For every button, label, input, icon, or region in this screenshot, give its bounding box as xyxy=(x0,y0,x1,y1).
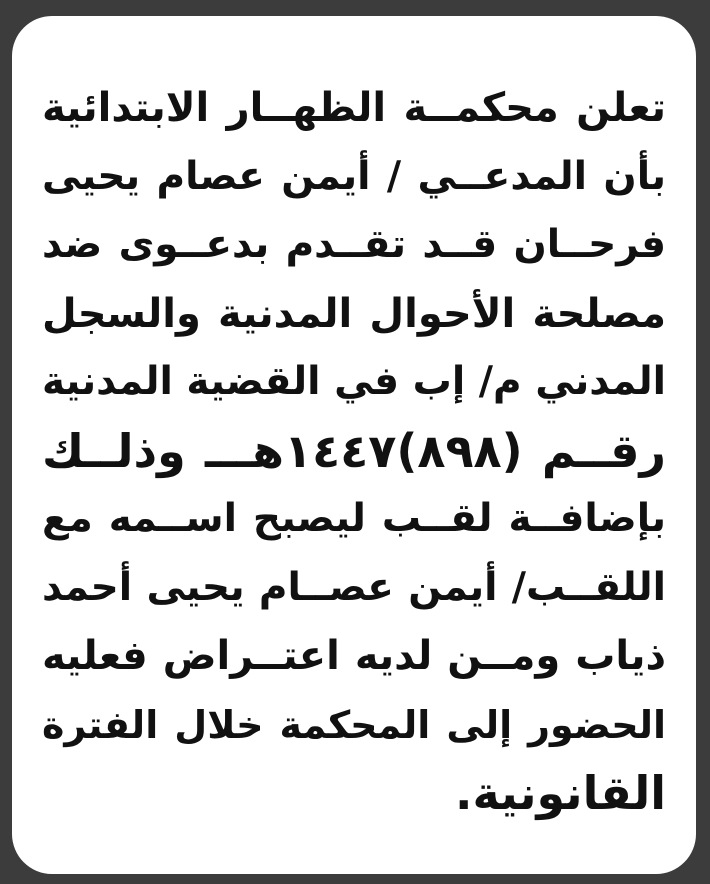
notice-line-10: الحضور إلى المحكمة خلال الفترة xyxy=(42,702,666,747)
notice-line-11: القانونية. xyxy=(455,766,666,820)
notice-line-4: مصلحة الأحوال المدنية والسجل xyxy=(42,290,666,337)
notice-line-6: رقــم (٨٩٨)١٤٤٧هـــ وذلــك xyxy=(42,423,666,478)
notice-line-7: بإضافــة لقــب ليصبح اســمه مع xyxy=(42,496,666,541)
notice-line-5: المدني م/ إب في القضية المدنية xyxy=(41,359,666,404)
notice-line-1: تعلن محكمــة الظهــار الابتدائية xyxy=(42,85,666,131)
notice-line-8: اللقــب/ أيمن عصــام يحيى أحمد xyxy=(42,564,666,610)
notice-line-2: بأن المدعــي / أيمن عصام يحيى xyxy=(42,153,666,199)
notice-line-9: ذياب ومــن لديه اعتــراض فعليه xyxy=(42,633,666,679)
notice-card xyxy=(12,16,696,874)
court-notice-text xyxy=(42,74,666,828)
notice-line-3: فرحــان قــد تقــدم بدعــوى ضد xyxy=(42,222,666,267)
